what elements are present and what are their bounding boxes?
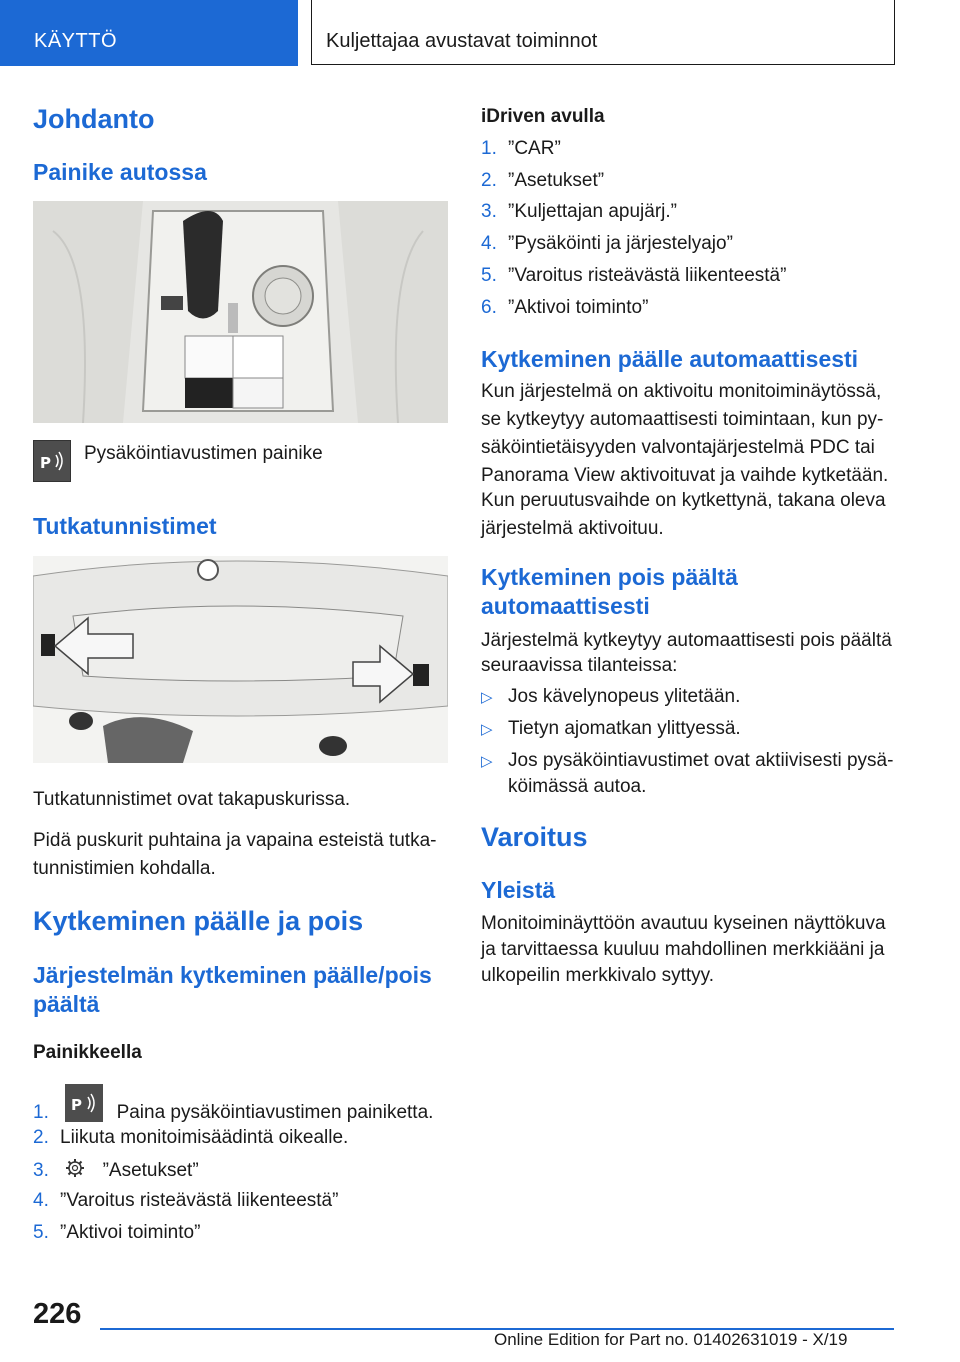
- bullet-2: ▷ Tietyn ajomatkan ylittyessä.: [481, 718, 741, 739]
- right-step-5: 5. ”Varoitus risteävästä liikenteestä”: [481, 265, 787, 286]
- heading-auto-off-1: Kytkeminen pois päältä: [481, 564, 738, 590]
- left-step-2: 2. Liikuta monitoimisäädintä oikealle.: [33, 1127, 349, 1148]
- edition-note: Online Edition for Part no. 01402631019 - X/19: [494, 1330, 848, 1349]
- sensors-text-1: Tutkatunnistimet ovat takapuskurissa.: [33, 789, 351, 810]
- triangle-bullet-icon: ▷: [481, 721, 493, 738]
- heading-general: Yleistä: [481, 877, 556, 903]
- general-text-c: ulkopeilin merkkivalo syttyy.: [481, 965, 715, 986]
- right-step-4: 4. ”Pysäköinti ja järjestelyajo”: [481, 233, 733, 254]
- heading-system-onoff-1: Järjestelmän kytkeminen päälle/pois: [33, 962, 432, 988]
- bullet-1: ▷ Jos kävelynopeus ylitetään.: [481, 686, 741, 707]
- button-caption: Pysäköintiavustimen painike: [84, 443, 323, 464]
- sensors-text-2b: tunnistimien kohdalla.: [33, 858, 216, 879]
- svg-text:P: P: [71, 1096, 83, 1114]
- gear-icon: [65, 1158, 87, 1184]
- heading-button-in-car: Painike autossa: [33, 159, 207, 185]
- park-assist-button-icon: [33, 440, 71, 482]
- auto-off-text-b: seuraavissa tilanteissa:: [481, 655, 678, 676]
- auto-on-text-1a: Kun järjestelmä on aktivoitu monitoiminäytössä,: [481, 381, 882, 402]
- park-assist-button-icon: [65, 1084, 103, 1122]
- bullet-3-cont: köimässä autoa.: [508, 776, 647, 797]
- rear-bumper-image: [33, 556, 448, 763]
- heading-intro: Johdanto: [33, 104, 155, 134]
- section-label: KÄYTTÖ: [34, 30, 118, 52]
- section-tab: [0, 0, 298, 66]
- center-console-image: [33, 201, 448, 423]
- right-step-2: 2. ”Asetukset”: [481, 170, 605, 191]
- bullet-3: ▷ Jos pysäköintiavustimet ovat aktiivisesti pysä‐: [481, 750, 894, 771]
- auto-off-text-a: Järjestelmä kytkeytyy automaattisesti pois päältä: [481, 630, 892, 651]
- heading-system-onoff-2: päältä: [33, 991, 100, 1017]
- sensors-text-2a: Pidä puskurit puhtaina ja vapaina esteistä tutka‐: [33, 830, 437, 851]
- heading-sensors: Tutkatunnistimet: [33, 513, 217, 539]
- right-step-6: 6. ”Aktivoi toiminto”: [481, 297, 649, 318]
- triangle-bullet-icon: ▷: [481, 689, 493, 706]
- general-text-b: ja tarvittaessa kuuluu mahdollinen merkkiääni ja: [481, 939, 885, 960]
- heading-warning: Varoitus: [481, 822, 588, 852]
- auto-on-text-1d: Panorama View aktivoituvat ja vaihde kytketään.: [481, 465, 889, 486]
- auto-on-text-2b: järjestelmä aktivoituu.: [481, 518, 664, 539]
- chapter-title: Kuljettajaa avustavat toiminnot: [326, 30, 598, 52]
- heading-auto-on: Kytkeminen päälle automaattisesti: [481, 346, 859, 372]
- left-step-5: 5. ”Aktivoi toiminto”: [33, 1222, 201, 1243]
- page-number: 226: [33, 1298, 82, 1330]
- left-step-1: 1. P Paina pysäköintiavustimen painiketta.: [33, 1094, 433, 1132]
- auto-on-text-1b: se kytkeytyy automaattisesti toimintaan, kun py‐: [481, 409, 884, 430]
- heading-on-off: Kytkeminen päälle ja pois: [33, 906, 364, 936]
- triangle-bullet-icon: ▷: [481, 753, 493, 770]
- auto-on-text-2a: Kun peruutusvaihde on kytkettynä, takana oleva: [481, 490, 886, 511]
- auto-on-text-1c: säköintietäisyyden valvontajärjestelmä PDC tai: [481, 437, 875, 458]
- heading-idrive: iDriven avulla: [481, 106, 605, 127]
- chapter-header: [311, 0, 895, 65]
- left-step-3: 3. ”Asetukset”: [33, 1158, 199, 1184]
- right-step-3: 3. ”Kuljettajan apujärj.”: [481, 201, 677, 222]
- svg-text:P: P: [40, 454, 51, 472]
- heading-with-button: Painikkeella: [33, 1042, 142, 1063]
- right-step-1: 1. ”CAR”: [481, 138, 561, 159]
- heading-auto-off-2: automaattisesti: [481, 593, 650, 619]
- general-text-a: Monitoiminäyttöön avautuu kyseinen näyttökuva: [481, 913, 886, 934]
- left-step-4: 4. ”Varoitus risteävästä liikenteestä”: [33, 1190, 339, 1211]
